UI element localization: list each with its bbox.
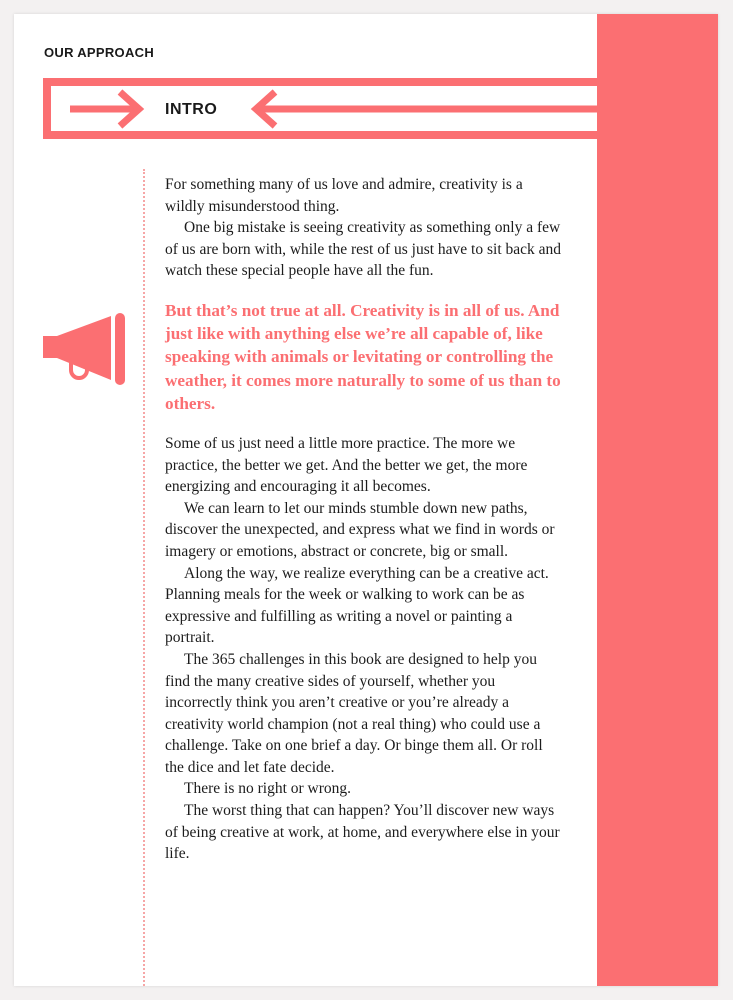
title-arrows	[43, 78, 597, 139]
article-body	[165, 174, 563, 865]
megaphone-icon	[43, 313, 127, 385]
page-title: INTRO	[165, 101, 218, 118]
section-label: OUR APPROACH	[44, 45, 155, 60]
paragraph-6: The 365 challenges in this book are designed to help you find the many creative sides of yourself, whether you incorrectly think you aren’t creative or you’re already a creativity world champion (not a real thing) who could use a challenge. Take on one brief a day. Or binge them all. Or roll the dice and let fate decide.	[165, 650, 543, 776]
arrow-right-icon	[70, 92, 139, 126]
paragraph-7: There is no right or wrong.	[184, 780, 352, 798]
pull-quote: But that’s not true at all. Creativity is in all of us. And just like with anything else we’re all capable of, like speaking with animals or levitating or controlling the weather, it comes more naturally to some of us than to others.	[165, 300, 561, 413]
book-page	[14, 14, 718, 986]
paragraph-2: One big mistake is seeing creativity as something only a few of us are born with, while the rest of us just have to sit back and watch these special people have all the fun.	[165, 219, 562, 280]
paragraph-4: We can learn to let our minds stumble down new paths, discover the unexpected, and express what we find in words or imagery or emotions, abstract or concrete, big or small.	[165, 499, 555, 560]
paragraph-5: Along the way, we realize everything can be a creative act. Planning meals for the week or walking to work can be as expressive and fulfilling as writing a novel or painting a portrait.	[165, 564, 549, 647]
paragraph-3: Some of us just need a little more practice. The more we practice, the better we get. And the better we get, the more energizing and encouraging it all becomes.	[165, 434, 528, 496]
side-color-band	[597, 14, 718, 986]
dotted-divider	[143, 169, 145, 986]
arrow-left-icon	[256, 92, 597, 126]
paragraph-8: The worst thing that can happen? You’ll discover new ways of being creative at work, at home, and everywhere else in your life.	[165, 802, 560, 863]
paragraph-1: For something many of us love and admire, creativity is a wildly misunderstood thing.	[165, 176, 523, 215]
